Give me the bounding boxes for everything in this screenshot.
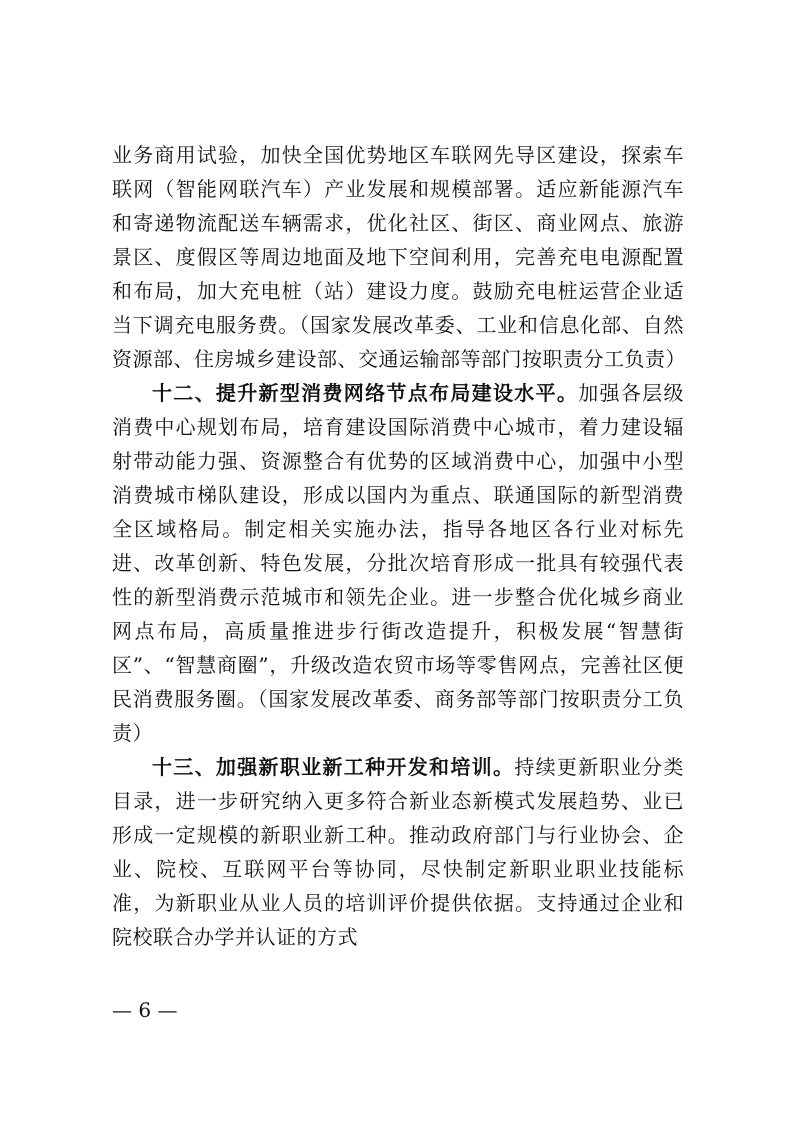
page-number: — 6 —	[112, 998, 178, 1022]
paragraph-section-12	[112, 376, 684, 750]
paragraph-section-13	[112, 750, 684, 954]
document-body	[112, 138, 684, 954]
section-heading-13: 十三、加强新职业新工种开发和培训。	[152, 755, 515, 779]
section-heading-12: 十二、提升新型消费网络节点布局建设水平。	[152, 381, 579, 405]
paragraph-continuation	[112, 138, 684, 376]
paragraph-text: 业务商用试验，加快全国优势地区车联网先导区建设，探索车联网（智能网联汽车）产业发展和规模部署。适应新能源汽车和寄递物流配送车辆需求，优化社区、街区、商业网点、旅游景区、度假区等周边地面及地下空间利用，完善充电电源配置和布局，加大充电桩（站）建设力度。鼓励充电桩运营企业适当下调充电服务费。（国家发展改革委、工业和信息化部、自然资源部、住房城乡建设部、交通运输部等部门按职责分工负责）	[112, 143, 686, 371]
paragraph-text: 加强各层级消费中心规划布局，培育建设国际消费中心城市，着力建设辐射带动能力强、资源整合有优势的区域消费中心，加强中小型消费城市梯队建设，形成以国内为重点、联通国际的新型消费全区域格局。制定相关实施办法，指导各地区各行业对标先进、改革创新、特色发展，分批次培育形成一批具有较强代表性的新型消费示范城市和领先企业。进一步整合优化城乡商业网点布局，高质量推进步行街改造提升，积极发展“智慧街区”、“智慧商圈”，升级改造农贸市场等零售网点，完善社区便民消费服务圈。（国家发展改革委、商务部等部门按职责分工负责）	[112, 381, 684, 745]
paragraph-text: 持续更新职业分类目录，进一步研究纳入更多符合新业态新模式发展趋势、业已形成一定规模的新职业新工种。推动政府部门与行业协会、企业、院校、互联网平台等协同，尽快制定新职业职业技能标准，为新职业从业人员的培训评价提供依据。支持通过企业和院校联合办学并认证的方式	[112, 755, 684, 949]
